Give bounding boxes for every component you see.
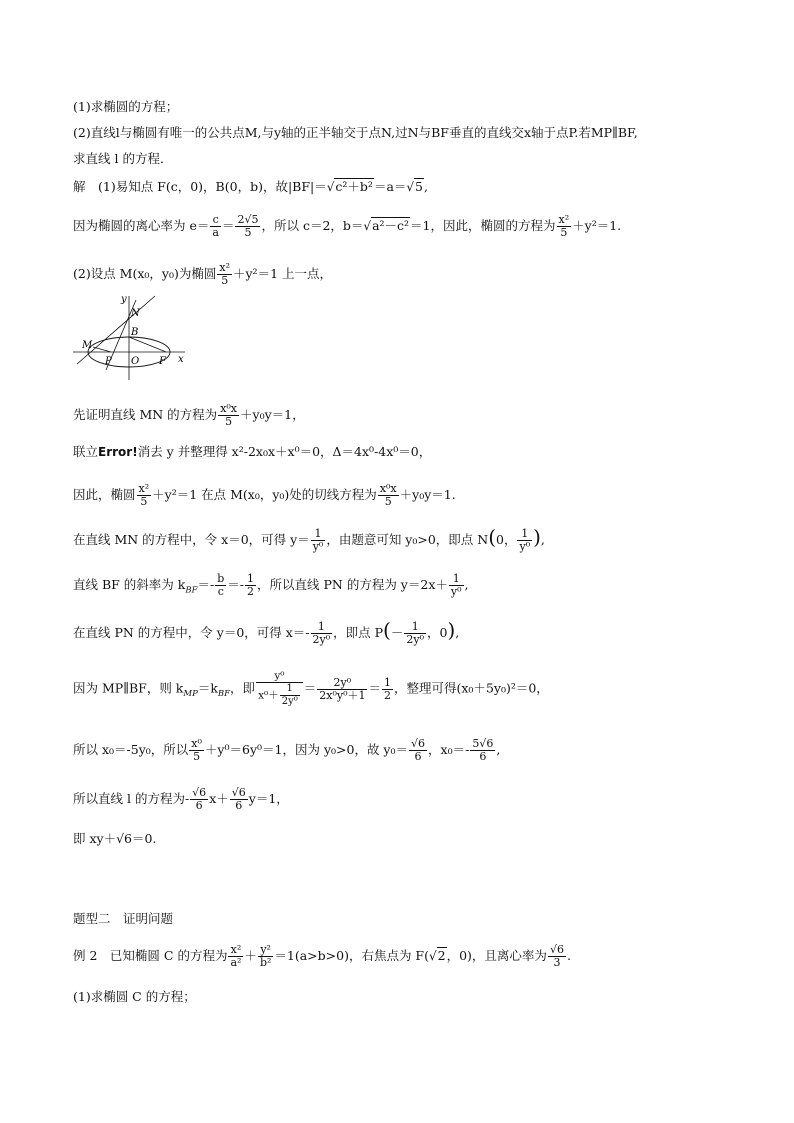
proof-line-13: 即 xy＋√6＝0.: [73, 831, 157, 846]
fraction: $\frac{1}{\text{y⁰}}$: [450, 572, 462, 598]
example-2-question-1: (1)求椭圆 C 的方程；: [73, 989, 196, 1004]
fraction: $\frac{\text{y²}}{\text{b²}}$: [259, 943, 272, 969]
text: ，所以 c＝2，b＝: [261, 218, 364, 233]
fraction: $\frac{c}{a}$: [212, 213, 219, 239]
question-1: (1)求椭圆的方程；: [73, 99, 179, 114]
text: ，所以直线 PN 的方程为 y＝2x＋: [257, 577, 448, 592]
fraction: $\frac{\text{x²}}{5}$: [558, 213, 570, 239]
fraction: $\frac{1}{2}$: [384, 675, 391, 702]
tangent-line: [77, 296, 155, 364]
fraction: $\frac{1}{\text{y⁰}}$: [312, 527, 324, 553]
question-2-continued: 求直线 l 的方程．: [73, 151, 173, 166]
text: 先证明直线 MN 的方程为: [73, 407, 218, 422]
solution-line-2: 因为椭圆的离心率为 e＝ $\frac{c}{a}$ ＝ $\frac{2√5}{5}$ ，所以 c＝2，b＝√a²－c²＝1，因此，椭圆的方程为 $\frac{\text{x²}}{5}$ ＋y²＝1.: [73, 213, 622, 239]
proof-line-8: 直线 BF 的斜率为 $k_{BF}=-$ $\frac{b}{c}$ ＝- $\frac{1}{2}$ ，所以直线 PN 的方程为 y＝2x＋ $\frac{1}{\text{y⁰}}$ ,: [73, 572, 469, 598]
text: 直线 BF 的斜率为 k: [73, 577, 186, 592]
proof-line-9: 在直线 PN 的方程中，令 y＝0，可得 x＝- $\frac{1}{\text{2y⁰}}$ ，即点 P(－ $\frac{1}{\text{2y⁰}}$ ，0),: [73, 618, 460, 646]
radicand: c²＋b²: [335, 179, 373, 194]
proof-line-4: [73, 403, 305, 428]
label-b: B: [131, 327, 139, 338]
fraction: $\frac{√6}{6}$: [192, 786, 207, 812]
text: ，整理可得(x₀＋5y₀)²＝0，: [394, 680, 549, 696]
ellipse-diagram: [73, 292, 203, 382]
label-n: N: [131, 308, 140, 319]
text: ，由题意可知 y₀>0，即点 N: [326, 532, 489, 547]
example-2: 例 2 已知椭圆 C 的方程为 $\frac{\text{x²}}{\text{a²}}$ ＋ $\frac{\text{y²}}{\text{b²}}$ ＝1(a>b>0)，右焦点为 F(√2，0)，且离心率为 $\frac{√6}{3}$ .: [73, 943, 571, 969]
fraction: $\frac{b}{c}$: [217, 572, 225, 598]
text: ，x₀＝-: [428, 742, 470, 757]
text: 解 (1)易知点 F(c，0)，B(0，b)，故|BF|＝: [73, 179, 327, 194]
label-x: x: [178, 354, 184, 365]
proof-line-5: [73, 443, 431, 461]
section-title: 题型二 证明问题: [73, 911, 174, 926]
label-f: F: [159, 356, 166, 367]
fraction: $\frac{5√6}{6}$: [472, 737, 494, 763]
label-p: P: [105, 356, 112, 367]
text: ＋y₀y＝1.: [399, 487, 456, 502]
text: ＋y²＝1.: [572, 218, 622, 233]
text: 在直线 PN 的方程中，令 y＝0，可得 x＝-: [73, 625, 310, 640]
fraction: $\frac{1}{\text{2y⁰}}$: [406, 620, 424, 646]
sqrt-sign: √: [406, 180, 415, 194]
fraction: $\frac{\text{x²}}{5}$: [219, 261, 230, 287]
proof-line-7: 在直线 MN 的方程中，令 x＝0，可得 y＝ $\frac{1}{\text{y⁰}}$ ，由题意可知 y₀>0，即点 N(0， $\frac{1}{\text{y⁰}}$ ),: [73, 525, 545, 553]
text: 所以直线 l 的方程为-: [73, 791, 190, 806]
compound-fraction: y⁰ x⁰＋ $\frac{1}{\text{2y⁰}}$: [256, 670, 303, 708]
text: ＝1，因此，椭圆的方程为: [410, 218, 556, 233]
fraction: $\frac{\text{x⁰}}{5}$: [191, 737, 202, 763]
radicand: 5: [415, 179, 423, 194]
fraction: $\frac{1}{\text{2y⁰}}$: [312, 620, 331, 646]
text: 因此，椭圆: [73, 487, 136, 502]
fraction: $\frac{\text{2y⁰}}{\text{2x⁰y⁰＋1}}$: [319, 675, 366, 702]
fraction: $\frac{\text{x²}}{5}$: [138, 482, 150, 508]
text: ＋y⁰＝6y⁰＝1，因为 y₀>0，故 y₀＝: [204, 742, 408, 757]
text: 消去 y 并整理得 x²-2x₀x＋x⁰＝0，Δ＝4x⁰-4x⁰＝0，: [137, 444, 432, 459]
sqrt-sign: √: [326, 180, 335, 194]
solution-part2-intro: [73, 262, 332, 287]
proof-line-6: [73, 483, 456, 508]
text: ，即点 P: [333, 625, 384, 640]
text: ＋y²＝1 上一点，: [233, 266, 332, 281]
fraction: $\frac{\text{x²}}{\text{a²}}$: [230, 943, 242, 969]
fraction: $\frac{√6}{3}$: [549, 943, 564, 969]
text: 因为 MP∥BF，则 k: [73, 680, 184, 696]
text: 所以 x₀＝-5y₀，所以: [73, 742, 189, 757]
text: 例 2 已知椭圆 C 的方程为: [73, 948, 228, 963]
fraction: $\frac{\text{x⁰x}}{5}$: [220, 402, 238, 428]
text: ＝a＝: [373, 179, 407, 194]
line-bf: [129, 337, 166, 352]
fraction: $\frac{√6}{6}$: [231, 786, 246, 812]
fraction: $\frac{1}{2}$: [247, 572, 255, 598]
solution-line-1: 解 (1)易知点 F(c，0)，B(0，b)，故|BF|＝√c²＋b²＝a＝√5,: [73, 179, 428, 194]
text: ＋y₀y＝1，: [240, 407, 305, 422]
text: 因为椭圆的离心率为 e＝: [73, 218, 210, 233]
proof-line-11: 所以 x₀＝-5y₀，所以 $\frac{\text{x⁰}}{5}$ ＋y⁰＝6y⁰＝1，因为 y₀>0，故 y₀＝ $\frac{√6}{6}$ ，x₀＝- $\frac{5√6}{6}$ ,: [73, 737, 501, 763]
line-mp: [93, 347, 111, 352]
proof-line-10: 因为 MP∥BF，则 $k_{MP}=k_{BF}$，即 y⁰ x⁰＋ $\frac{1}{\text{2y⁰}}$ ＝ $\frac{\text{2y⁰}}{\text{2x⁰y⁰＋1}}$ ＝ $\frac{1}{2}$ ，整理可得(x₀＋5y₀)²＝0，: [73, 670, 549, 707]
question-2: (2)直线l与椭圆有唯一的公共点M,与y轴的正半轴交于点N,过N与BF垂直的直线交x轴于点P.若MP∥BF,: [73, 125, 638, 140]
label-m: M: [82, 340, 93, 351]
proof-line-12: 所以直线 l 的方程为- $\frac{√6}{6}$ x＋ $\frac{√6}{6}$ y＝1，: [73, 786, 289, 812]
text: 联立: [73, 444, 99, 459]
text: (2)设点 M(x₀，y₀)为椭圆: [73, 266, 217, 281]
fraction: $\frac{√6}{6}$: [411, 737, 426, 763]
label-o: O: [131, 356, 140, 367]
text: ＋y²＝1 在点 M(x₀，y₀)处的切线方程为: [152, 487, 377, 502]
fraction: $\frac{1}{\text{y⁰}}$: [519, 527, 531, 553]
fraction: $\frac{\text{x⁰x}}{5}$: [379, 482, 397, 508]
label-y: y: [121, 294, 127, 305]
text: 在直线 MN 的方程中，令 x＝0，可得 y＝: [73, 532, 310, 547]
fraction: $\frac{2√5}{5}$: [237, 213, 259, 239]
error-text: Error!: [98, 445, 138, 459]
